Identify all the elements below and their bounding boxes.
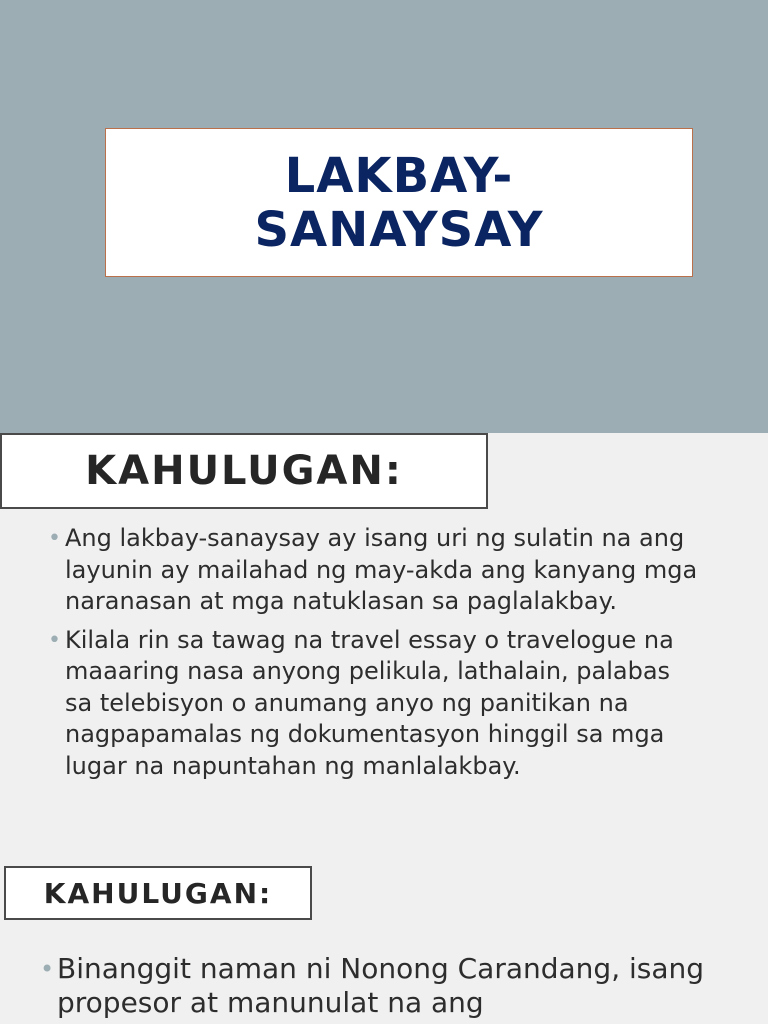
definition-slide-2 — [0, 866, 768, 1024]
bullet-text: Kilala rin sa tawag na travel essay o travelogue na maaaring nasa anyong pelikula, lathalain, palabas sa telebisyon o anumang anyo ng panitikan na nagpapamalas ng dokumentasyon hinggil sa mga lugar na napuntahan ng manlalakbay. — [65, 625, 674, 780]
bullet-text: Binanggit naman ni Nonong Carandang, isang propesor at manunulat na ang — [57, 952, 705, 1019]
bullet-list — [48, 523, 698, 789]
list-item — [48, 523, 698, 618]
bullet-icon: • — [48, 526, 61, 551]
slide-title — [254, 149, 543, 257]
bullet-icon: • — [40, 955, 55, 983]
title-slide — [0, 0, 768, 433]
bullet-text: Ang lakbay-sanaysay ay isang uri ng sulatin na ang layunin ay mailahad ng may-akda ang kanyang mga naranasan at mga natuklasan sa paglalakbay. — [65, 524, 698, 615]
heading-box — [0, 433, 488, 509]
title-box — [105, 128, 693, 277]
bullet-icon: • — [48, 627, 61, 653]
list-item — [48, 625, 698, 783]
slide-heading: KAHULUGAN: — [85, 448, 403, 494]
title-line-1: LAKBAY- — [284, 147, 514, 204]
slide-heading: KAHULUGAN: — [43, 876, 273, 910]
heading-box — [4, 866, 312, 920]
title-line-2: SANAYSAY — [254, 201, 544, 258]
list-item — [40, 952, 740, 1020]
bullet-list — [40, 952, 740, 1020]
definition-slide-1 — [0, 433, 768, 866]
